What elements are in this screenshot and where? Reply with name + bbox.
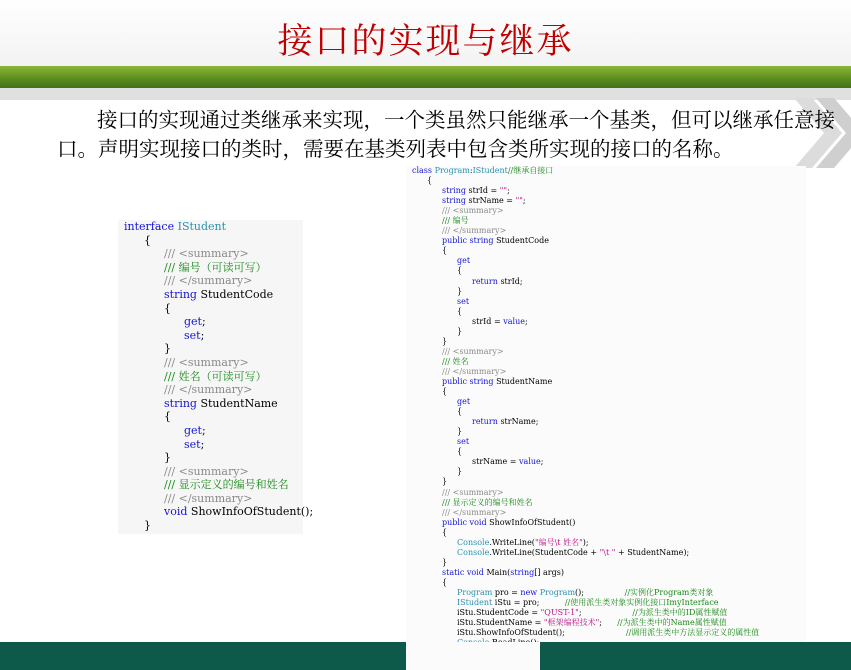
code-line <box>406 176 806 186</box>
code-token: /// <summary> <box>164 464 249 478</box>
code-line <box>118 302 303 316</box>
code-token: set <box>184 328 201 342</box>
code-line <box>406 287 806 297</box>
code-line <box>118 342 303 356</box>
code-line <box>406 216 806 226</box>
code-token: ; <box>507 186 510 196</box>
code-token: ShowInfoOfStudent(); <box>190 505 314 519</box>
code-token: IStudent <box>177 220 227 233</box>
code-line <box>406 387 806 397</box>
code-token: string <box>442 186 469 196</box>
code-token: Console <box>457 537 490 547</box>
code-token: .WriteLine( <box>489 537 535 547</box>
code-token: "编号\t 姓名" <box>534 537 583 547</box>
code-token: StudentCode <box>200 287 274 301</box>
code-token: strName = <box>468 196 516 206</box>
code-line <box>406 397 806 407</box>
code-token: /// 显示定义的编号和姓名 <box>442 497 533 507</box>
code-token: /// <summary> <box>442 487 504 497</box>
code-line <box>406 457 806 467</box>
code-token: //实例化Program类对象 <box>624 587 714 597</box>
code-line <box>406 558 806 568</box>
code-line <box>406 477 806 487</box>
code-line <box>118 356 303 370</box>
code-token: { <box>457 447 463 457</box>
code-line <box>406 437 806 447</box>
header-gray-bar <box>0 88 851 100</box>
code-token: /// 显示定义的编号和姓名 <box>164 478 289 492</box>
code-line <box>118 505 314 519</box>
code-token: iStu.StudentCode = <box>457 608 541 618</box>
code-line <box>406 377 806 387</box>
code-token: { <box>442 246 448 256</box>
code-line <box>406 618 806 628</box>
code-token: string <box>469 376 497 386</box>
code-token: public <box>442 517 470 527</box>
code-line <box>406 427 806 437</box>
code-token: /// </summary> <box>442 507 507 517</box>
code-line <box>406 246 806 256</box>
code-line <box>118 478 303 492</box>
code-line <box>406 166 806 176</box>
code-token: Console <box>457 547 490 557</box>
code-line <box>406 347 806 357</box>
code-token: new <box>520 587 540 597</box>
code-token: Program <box>434 166 470 175</box>
code-line <box>118 438 303 452</box>
code-line <box>118 424 303 438</box>
code-token: [] args) <box>534 567 564 577</box>
code-token: { <box>442 387 448 397</box>
code-line <box>406 206 806 216</box>
code-token: { <box>457 266 463 276</box>
code-token: ; <box>524 316 528 326</box>
code-token: void <box>466 567 487 577</box>
code-token: ; <box>200 328 205 342</box>
code-token: /// </summary> <box>164 383 253 397</box>
code-token: } <box>144 519 151 533</box>
code-line <box>406 307 806 317</box>
code-token: } <box>457 286 463 296</box>
code-token: IStudent <box>472 166 508 175</box>
code-token: //调用派生类中方法显示定义的属性值 <box>625 628 760 638</box>
code-token: strId = <box>472 316 504 326</box>
code-block-tail <box>406 642 540 670</box>
code-token: { <box>144 233 151 247</box>
code-line <box>406 447 806 457</box>
code-token: "" <box>499 186 508 196</box>
code-token: { <box>457 407 463 417</box>
code-token: /// <summary> <box>164 355 249 369</box>
code-token: strId = <box>468 186 500 196</box>
code-token: string <box>164 396 201 410</box>
code-token: /// <summary> <box>442 346 504 356</box>
code-token: string <box>510 567 535 577</box>
code-token: value <box>519 457 541 467</box>
code-token: /// </summary> <box>442 226 507 236</box>
header-green-bar <box>0 66 851 88</box>
code-line <box>406 256 806 266</box>
code-token: ; <box>200 437 205 451</box>
code-line <box>406 266 806 276</box>
code-token: : <box>469 166 473 175</box>
code-token: ; <box>522 196 526 206</box>
code-line <box>406 518 806 528</box>
code-line <box>406 598 806 608</box>
code-token: /// 编号 <box>442 216 469 226</box>
code-token: ; <box>201 315 206 329</box>
code-line <box>406 508 806 518</box>
code-line <box>118 397 303 411</box>
code-token: "\t " <box>599 547 616 557</box>
code-token: ; <box>201 423 206 437</box>
class-code-block <box>406 166 806 670</box>
code-token: { <box>164 410 171 424</box>
code-line <box>118 234 303 248</box>
code-token: { <box>442 577 448 587</box>
code-line <box>406 578 806 588</box>
code-token: StudentName <box>200 396 278 410</box>
code-line <box>406 317 806 327</box>
code-token: /// </summary> <box>442 366 507 376</box>
code-token: ; <box>540 457 544 467</box>
code-token: { <box>457 306 463 316</box>
code-line <box>406 548 806 558</box>
code-token: value <box>503 316 525 326</box>
code-line <box>406 367 806 377</box>
code-token: interface <box>124 220 178 233</box>
code-token: set <box>457 296 470 306</box>
code-line <box>406 588 806 598</box>
code-token: //为派生类中的Name属性赋值 <box>617 618 727 628</box>
code-token: /// <summary> <box>164 247 249 261</box>
code-token: } <box>164 342 171 356</box>
code-line <box>118 465 303 479</box>
code-token: } <box>164 451 171 465</box>
code-token: pro = <box>492 587 521 597</box>
code-token: return <box>472 417 501 427</box>
code-token: "框架编程技术" <box>543 618 600 628</box>
code-token: get <box>184 423 202 437</box>
code-token: IStudent <box>457 598 493 608</box>
slide-title: 接口的实现与继承 <box>277 22 574 62</box>
code-token: /// </summary> <box>164 274 253 288</box>
code-line <box>406 196 806 206</box>
code-line <box>406 277 806 287</box>
code-token: .WriteLine(StudentCode + <box>489 547 600 557</box>
code-token: } <box>442 477 448 487</box>
code-line <box>406 357 806 367</box>
code-token: StudentCode <box>496 236 549 246</box>
code-line <box>118 315 303 329</box>
code-token: public <box>442 236 470 246</box>
code-line <box>406 417 806 427</box>
code-line <box>406 226 806 236</box>
code-token: //为派生类中的ID属性赋值 <box>632 608 728 618</box>
intro-paragraph: 接口的实现通过类继承来实现，一个类虽然只能继承一个基类，但可以继承任意接口。声明实现接口的类时，需要在基类列表中包含类所实现的接口的名称。 <box>57 108 835 161</box>
code-token: strId; <box>500 276 523 286</box>
code-token: { <box>442 527 448 537</box>
code-line <box>406 608 806 618</box>
code-token: { <box>164 301 171 315</box>
code-token: void <box>164 505 191 519</box>
code-token: set <box>184 437 201 451</box>
code-line <box>406 628 806 638</box>
code-line <box>118 220 303 234</box>
code-line <box>406 297 806 307</box>
code-line <box>118 519 303 533</box>
code-token: iStu = pro; <box>492 598 565 608</box>
code-token: get <box>184 315 202 329</box>
code-line <box>406 236 806 246</box>
code-line <box>118 261 303 275</box>
code-line <box>406 568 806 578</box>
code-line <box>406 467 806 477</box>
code-token: ; <box>599 618 618 628</box>
code-token: return <box>472 276 501 286</box>
code-token: iStu.ShowInfoOfStudent(); <box>457 628 626 638</box>
code-token: } <box>442 557 448 567</box>
code-line <box>406 538 806 548</box>
code-line <box>118 274 303 288</box>
code-line <box>118 410 303 424</box>
code-line <box>406 407 806 417</box>
code-token: "" <box>515 196 523 206</box>
code-token: void <box>469 517 490 527</box>
code-token: class <box>412 166 435 175</box>
code-line <box>406 528 806 538</box>
code-token: Program <box>539 587 576 597</box>
code-token: /// 姓名（可读可写） <box>164 369 267 383</box>
code-token: static <box>442 567 467 577</box>
code-token: /// </summary> <box>164 491 253 505</box>
code-token: StudentName <box>496 376 553 386</box>
code-token: } <box>457 427 463 437</box>
code-token: } <box>457 326 463 336</box>
code-token: public <box>442 376 470 386</box>
code-token: strName = <box>472 457 520 467</box>
code-token: string <box>164 287 201 301</box>
code-token: (); <box>575 587 625 597</box>
code-token: Program <box>457 587 493 597</box>
code-token: Main( <box>486 567 511 577</box>
code-token: set <box>457 437 470 447</box>
code-line <box>406 327 806 337</box>
code-line <box>118 247 303 261</box>
code-line <box>406 488 806 498</box>
code-token: /// 编号（可读可写） <box>164 260 267 274</box>
code-line <box>118 329 303 343</box>
code-token: ShowInfoOfStudent() <box>489 517 576 527</box>
code-token: /// 姓名 <box>442 356 469 366</box>
code-token: get <box>457 397 471 407</box>
code-token: string <box>469 236 497 246</box>
code-token: //使用派生类对象实例化接口ImyInterface <box>564 598 719 608</box>
code-token: get <box>457 256 471 266</box>
code-line <box>118 370 303 384</box>
code-line <box>118 451 303 465</box>
code-line <box>118 288 303 302</box>
code-token: strName; <box>500 417 539 427</box>
code-token: "QUST-1" <box>540 608 579 618</box>
code-token: /// <summary> <box>442 206 504 216</box>
code-token: } <box>457 467 463 477</box>
code-token: string <box>442 196 469 206</box>
code-line <box>118 492 303 506</box>
code-token: + StudentName); <box>615 547 690 557</box>
code-token: } <box>442 336 448 346</box>
code-line <box>406 498 806 508</box>
code-token: iStu.StudentName = <box>457 618 544 628</box>
interface-code-block <box>118 220 314 534</box>
code-token: //继承自接口 <box>507 166 554 175</box>
code-token: ; <box>578 608 633 618</box>
code-token: { <box>427 176 433 186</box>
code-line <box>406 337 806 347</box>
code-line <box>118 383 303 397</box>
code-token: ); <box>582 537 589 547</box>
code-line <box>406 186 806 196</box>
